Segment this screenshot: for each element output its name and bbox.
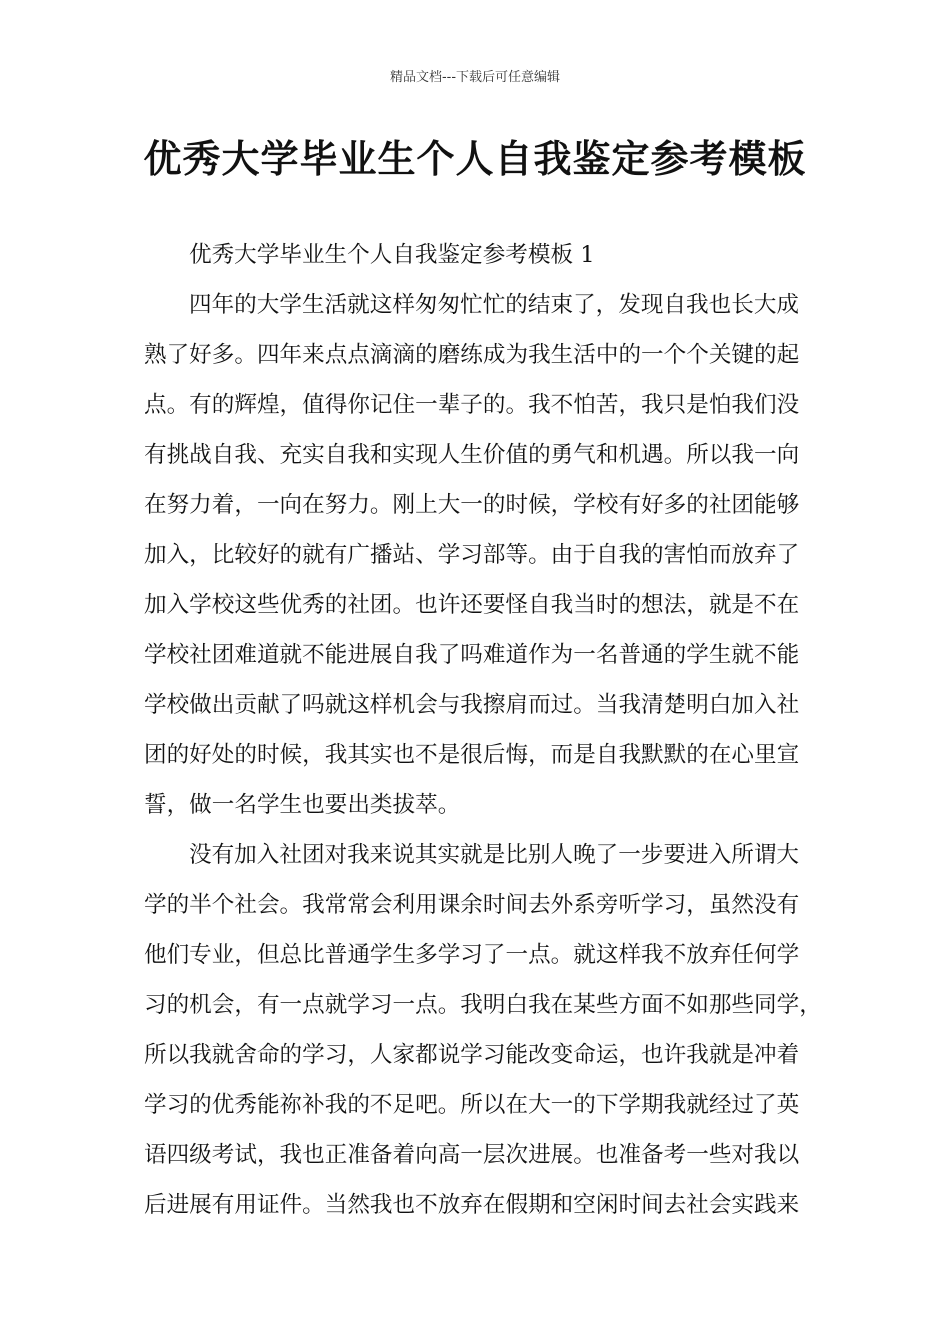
- paragraph-1-line: 有挑战自我、充实自我和实现人生价值的勇气和机遇。所以我一向: [144, 442, 800, 468]
- paragraph-2-line: 习的机会，有一点就学习一点。我明白我在某些方面不如那些同学，: [144, 992, 822, 1018]
- paragraph-1-line: 学校社团难道就不能进展自我了吗难道作为一名普通的学生就不能: [144, 642, 800, 668]
- paragraph-2-line: 学习的优秀能祢补我的不足吧。所以在大一的下学期我就经过了英: [144, 1092, 800, 1118]
- paragraph-2-line: 所以我就舍命的学习，人家都说学习能改变命运，也许我就是冲着: [144, 1042, 800, 1068]
- paragraph-1-line: 熟了好多。四年来点点滴滴的磨练成为我生活中的一个个关键的起: [144, 342, 800, 368]
- paragraph-1-line: 四年的大学生活就这样匆匆忙忙的结束了，发现自我也长大成: [189, 292, 800, 318]
- paragraph-1-line: 在努力着，一向在努力。刚上大一的时候，学校有好多的社团能够: [144, 492, 800, 518]
- paragraph-2-line: 没有加入社团对我来说其实就是比别人晚了一步要进入所谓大: [189, 842, 800, 868]
- paragraph-1-line: 团的好处的时候，我其实也不是很后悔，而是自我默默的在心里宣: [144, 742, 800, 768]
- header-note: 精品文档---下载后可任意编辑: [389, 70, 561, 85]
- paragraph-2-line: 后进展有用证件。当然我也不放弃在假期和空闲时间去社会实践来: [144, 1192, 800, 1218]
- paragraph-2-line: 学的半个社会。我常常会利用课余时间去外系旁听学习，虽然没有: [144, 892, 800, 918]
- paragraph-1-line: 加入，比较好的就有广播站、学习部等。由于自我的害怕而放弃了: [144, 542, 800, 568]
- paragraph-1-line: 加入学校这些优秀的社团。也许还要怪自我当时的想法，就是不在: [144, 592, 800, 618]
- paragraph-2-line: 语四级考试，我也正准备着向高一层次进展。也准备考一些对我以: [144, 1142, 800, 1168]
- paragraph-1-line: 誓，做一名学生也要出类拔萃。: [144, 792, 461, 818]
- section-subtitle: 优秀大学毕业生个人自我鉴定参考模板 1: [189, 242, 595, 268]
- paragraph-2-line: 他们专业，但总比普通学生多学习了一点。就这样我不放弃任何学: [144, 942, 800, 968]
- document-title: 优秀大学毕业生个人自我鉴定参考模板: [143, 137, 807, 181]
- paragraph-1-line: 学校做出贡献了吗就这样机会与我擦肩而过。当我清楚明白加入社: [144, 692, 800, 718]
- document-body: [144, 230, 822, 1230]
- paragraph-1-line: 点。有的辉煌，值得你记住一辈子的。我不怕苦，我只是怕我们没: [144, 392, 800, 418]
